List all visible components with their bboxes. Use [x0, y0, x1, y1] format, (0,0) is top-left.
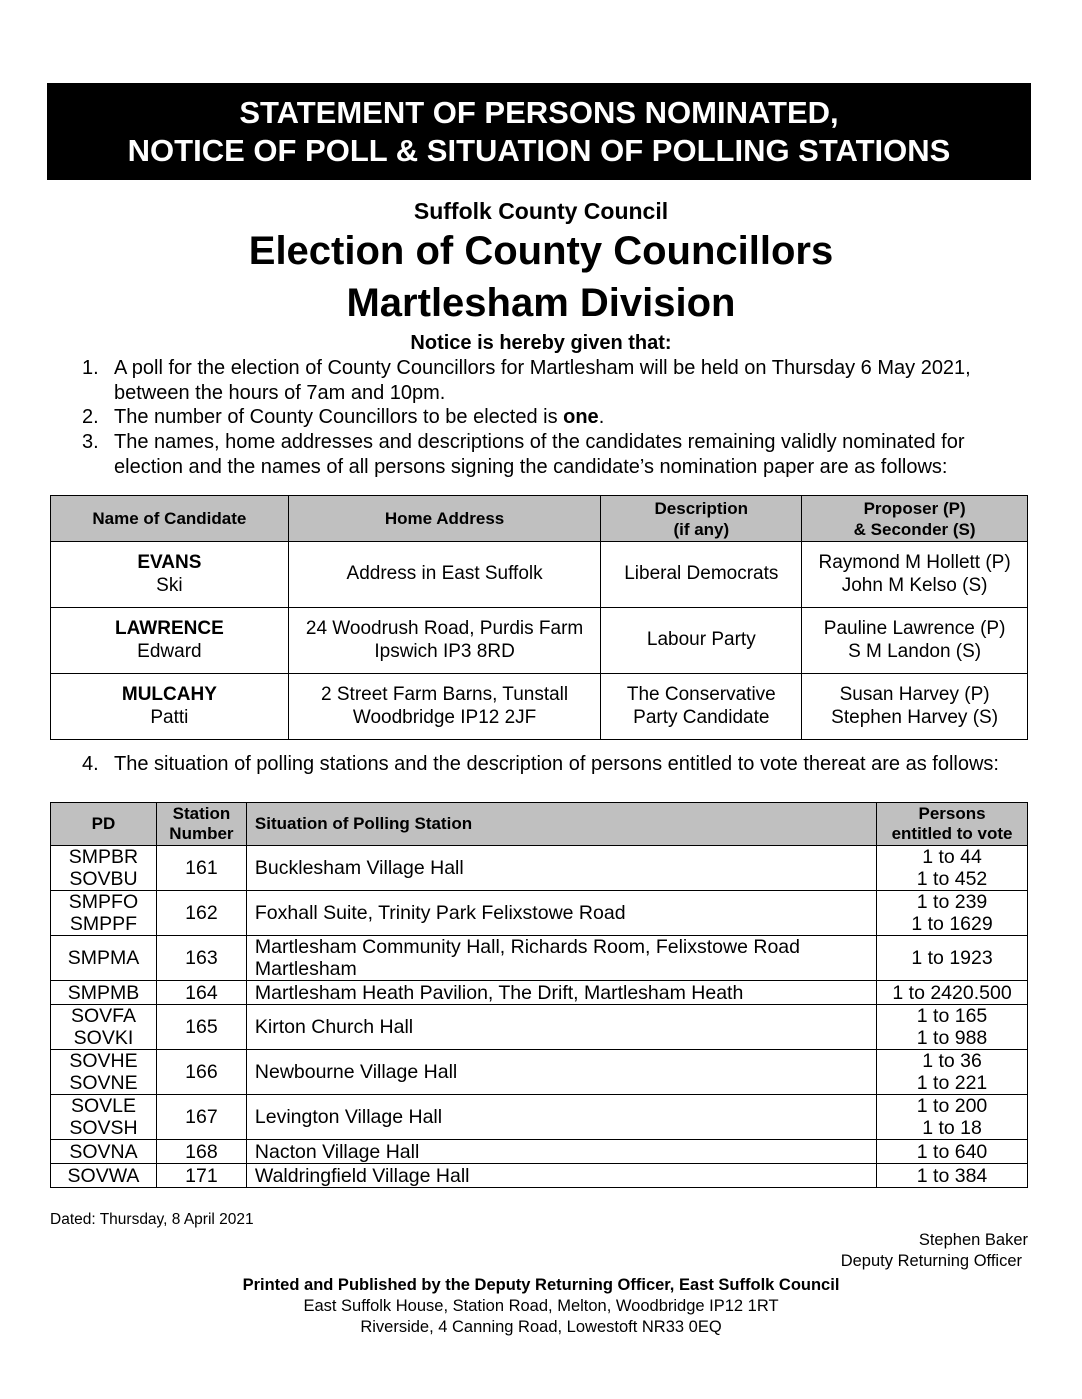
header-pd: PD: [51, 803, 157, 846]
election-title: Election of County Councillors: [248, 229, 834, 273]
station-situation: Foxhall Suite, Trinity Park Felixstowe Road: [246, 891, 876, 936]
candidate-row: [51, 542, 1028, 608]
notice-item-1: [82, 356, 1028, 405]
item-number: 3.: [82, 431, 99, 453]
council-name: Suffolk County Council: [413, 198, 669, 224]
station-situation: Martlesham Heath Pavilion, The Drift, Martlesham Heath: [246, 981, 876, 1005]
notice-item-3: [82, 430, 1028, 479]
address-line-1: 24 Woodrush Road, Purdis Farm: [305, 618, 584, 639]
header-persons: Persons entitled to vote: [877, 803, 1028, 846]
polling-station-row: [51, 1005, 1028, 1050]
polling-station-row: [51, 1095, 1028, 1140]
polling-station-row: [51, 1050, 1028, 1095]
polling-district: [51, 1050, 157, 1095]
address-line-1: 2 Street Farm Barns, Tunstall: [321, 684, 569, 705]
polling-stations-table: [50, 802, 1028, 1188]
elector-range: 1 to 1923: [911, 947, 993, 969]
candidate-address: [288, 674, 601, 740]
polling-station-row: [51, 846, 1028, 891]
seconder: Stephen Harvey (S): [831, 706, 999, 728]
footer-address-2: Riverside, 4 Canning Road, Lowestoft NR33 0EQ: [360, 1318, 722, 1336]
proposer: Raymond M Hollett (P): [818, 552, 1011, 573]
seconder: S M Landon (S): [848, 640, 982, 662]
persons-entitled: [877, 981, 1028, 1005]
elector-range: 1 to 452: [916, 868, 988, 890]
officer-name: Stephen Baker: [918, 1231, 1028, 1249]
persons-entitled: [877, 936, 1028, 981]
notice-item-4: [82, 752, 1028, 777]
polling-station-row: [51, 891, 1028, 936]
candidate-name: [51, 674, 289, 740]
stations-header-row: [51, 803, 1028, 846]
pd-code: SOVHE: [69, 1050, 138, 1072]
address-line-2: Ipswich IP3 8RD: [374, 640, 515, 662]
polling-district: [51, 936, 157, 981]
station-number: 171: [156, 1164, 246, 1188]
station-situation: Nacton Village Hall: [246, 1140, 876, 1164]
persons-entitled: [877, 1140, 1028, 1164]
header-banner: [47, 83, 1031, 180]
pd-code: SOVBU: [69, 868, 138, 890]
polling-district: [51, 846, 157, 891]
station-situation: Levington Village Hall: [246, 1095, 876, 1140]
proposer: Pauline Lawrence (P): [823, 618, 1006, 639]
persons-entitled: [877, 891, 1028, 936]
elector-range: 1 to 44: [922, 846, 982, 868]
description-line-2: Party Candidate: [633, 706, 770, 728]
polling-station-row: [51, 1164, 1028, 1188]
pd-code: SOVLE: [70, 1095, 136, 1117]
station-situation: Kirton Church Hall: [246, 1005, 876, 1050]
description-line-1: The Conservative: [626, 684, 776, 705]
station-number: 161: [156, 846, 246, 891]
header-description: Description (if any): [601, 496, 802, 542]
division-title: Martlesham Division: [346, 281, 736, 325]
persons-entitled: [877, 846, 1028, 891]
header-address: Home Address: [288, 496, 601, 542]
station-number: 168: [156, 1140, 246, 1164]
candidate-address: [288, 608, 601, 674]
pd-code: SMPMB: [67, 981, 140, 1004]
signature-block: [841, 1230, 1028, 1272]
candidate-proposer-seconder: [802, 608, 1028, 674]
footer-address-1: East Suffolk House, Station Road, Melton, Woodbridge IP12 1RT: [303, 1297, 779, 1315]
description-line-1: Labour Party: [646, 629, 756, 651]
station-number: 165: [156, 1005, 246, 1050]
pd-code: SOVKI: [73, 1027, 134, 1049]
elector-range: 1 to 200: [916, 1095, 988, 1117]
elector-range: 1 to 36: [922, 1050, 982, 1072]
polling-district: [51, 1140, 157, 1164]
item-text: The situation of polling stations and the description of persons entitled to vote thereat are as follows:: [114, 753, 999, 775]
item-number: 4.: [82, 753, 99, 775]
notice-item-2: [82, 405, 1028, 430]
item-number: 2.: [82, 406, 99, 428]
candidate-description: [601, 674, 802, 740]
polling-district: [51, 1005, 157, 1050]
candidate-proposer-seconder: [802, 542, 1028, 608]
station-number: 164: [156, 981, 246, 1005]
polling-district: [51, 981, 157, 1005]
candidates-table: [50, 495, 1028, 740]
candidate-surname: MULCAHY: [121, 684, 217, 705]
dated-line: Dated: Thursday, 8 April 2021: [50, 1211, 254, 1228]
header-station-number: Station Number: [156, 803, 246, 846]
station-number: 163: [156, 936, 246, 981]
header-situation: Situation of Polling Station: [246, 803, 876, 846]
candidate-description: [601, 608, 802, 674]
proposer: Susan Harvey (P): [839, 684, 990, 705]
candidate-forename: Ski: [156, 574, 183, 596]
elector-range: 1 to 384: [916, 1164, 988, 1187]
address-line-2: Woodbridge IP12 2JF: [352, 706, 537, 728]
item-text: The number of County Councillors to be elected is one.: [114, 406, 605, 428]
elector-range: 1 to 640: [916, 1140, 988, 1163]
candidate-surname: EVANS: [137, 552, 202, 573]
item-number: 1.: [82, 357, 99, 379]
persons-entitled: [877, 1095, 1028, 1140]
elector-range: 1 to 221: [916, 1072, 988, 1094]
pd-code: SMPBR: [68, 846, 139, 868]
elector-range: 1 to 2420.500: [892, 981, 1012, 1004]
pd-code: SOVNA: [69, 1140, 138, 1163]
elector-range: 1 to 18: [922, 1117, 982, 1139]
pd-code: SMPMA: [67, 947, 140, 969]
station-situation: Waldringfield Village Hall: [246, 1164, 876, 1188]
footer-publisher: Printed and Published by the Deputy Returning Officer, East Suffolk Council: [242, 1276, 840, 1294]
pd-code: SOVNE: [69, 1072, 138, 1094]
description-line-1: Liberal Democrats: [624, 563, 779, 585]
candidate-forename: Edward: [137, 640, 202, 662]
elector-range: 1 to 988: [916, 1027, 988, 1049]
station-situation: Newbourne Village Hall: [246, 1050, 876, 1095]
elector-range: 1 to 239: [916, 891, 988, 913]
pd-code: SOVWA: [67, 1164, 140, 1187]
pd-code: SMPFO: [68, 891, 139, 913]
pd-code: SOVFA: [70, 1005, 136, 1027]
seconder: John M Kelso (S): [841, 574, 988, 596]
pd-code: SMPPF: [69, 913, 138, 935]
candidate-name: [51, 608, 289, 674]
polling-district: [51, 1164, 157, 1188]
banner-line-1: STATEMENT OF PERSONS NOMINATED,: [239, 95, 839, 130]
polling-district: [51, 891, 157, 936]
candidates-header-row: [51, 496, 1028, 542]
candidate-row: [51, 674, 1028, 740]
persons-entitled: [877, 1164, 1028, 1188]
station-number: 167: [156, 1095, 246, 1140]
notice-heading: Notice is hereby given that:: [410, 332, 672, 354]
candidate-name: [51, 542, 289, 608]
polling-station-row: [51, 1140, 1028, 1164]
station-number: 162: [156, 891, 246, 936]
station-situation: Bucklesham Village Hall: [246, 846, 876, 891]
polling-district: [51, 1095, 157, 1140]
candidate-surname: LAWRENCE: [115, 618, 224, 639]
address-line-1: Address in East Suffolk: [346, 563, 543, 585]
candidate-row: [51, 608, 1028, 674]
pd-code: SOVSH: [69, 1117, 138, 1139]
station-number: 166: [156, 1050, 246, 1095]
item-text: A poll for the election of County Councillors for Martlesham will be held on Thursday 6 May 2021, between the hours of 7am and 10pm.: [114, 357, 971, 404]
station-situation: Martlesham Community Hall, Richards Room, Felixstowe Road Martlesham: [246, 936, 876, 981]
elector-range: 1 to 1629: [911, 913, 993, 935]
persons-entitled: [877, 1050, 1028, 1095]
polling-station-row: [51, 936, 1028, 981]
elector-range: 1 to 165: [916, 1005, 988, 1027]
candidate-description: [601, 542, 802, 608]
header-name: Name of Candidate: [51, 496, 289, 542]
header-proposer: Proposer (P) & Seconder (S): [802, 496, 1028, 542]
banner-line-2: NOTICE OF POLL & SITUATION OF POLLING STATIONS: [127, 133, 951, 168]
item-text: The names, home addresses and descriptions of the candidates remaining validly nominated for election and the names of all persons signing the candidate’s nomination paper are as follows:: [114, 431, 965, 478]
candidate-proposer-seconder: [802, 674, 1028, 740]
persons-entitled: [877, 1005, 1028, 1050]
candidate-address: [288, 542, 601, 608]
officer-role: Deputy Returning Officer: [840, 1252, 1022, 1270]
candidate-forename: Patti: [150, 706, 189, 728]
polling-station-row: [51, 981, 1028, 1005]
